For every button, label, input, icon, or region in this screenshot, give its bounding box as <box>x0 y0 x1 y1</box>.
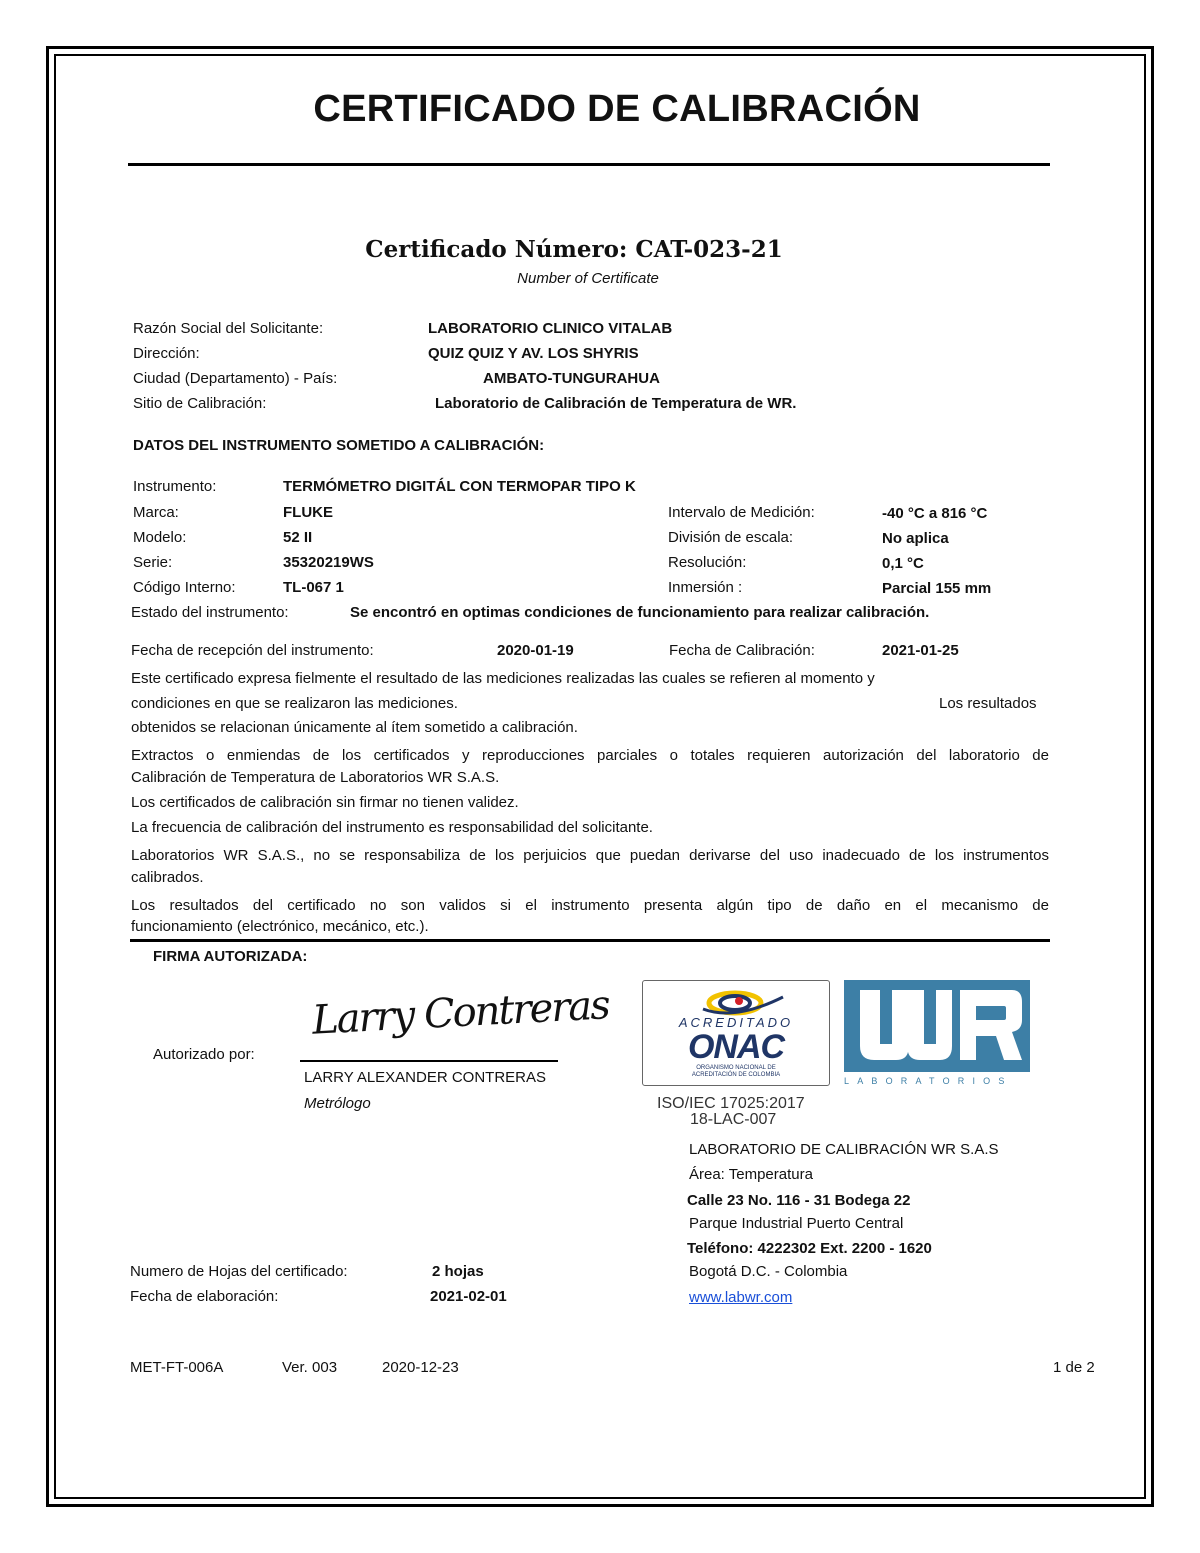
ciudad-value: AMBATO-TUNGURAHUA <box>483 370 660 387</box>
form-code: MET-FT-006A <box>130 1359 224 1376</box>
ciudad-label: Ciudad (Departamento) - País: <box>133 370 338 387</box>
note-3: Los certificados de calibración sin firmar no tienen validez. <box>131 794 519 811</box>
lab-address: Calle 23 No. 116 - 31 Bodega 22 <box>687 1192 911 1209</box>
onac-logo <box>642 980 830 1086</box>
page-number: 1 de 2 <box>1053 1359 1095 1376</box>
modelo-value: 52 II <box>283 529 313 546</box>
resolucion-value: 0,1 °C <box>882 555 924 572</box>
certificate-number: Certificado Número: CAT-023-21 <box>365 236 783 263</box>
title-rule <box>128 163 1050 166</box>
wr-laboratorios-text: LABORATORIOS <box>844 1076 1013 1086</box>
razon-social-value: LABORATORIO CLINICO VITALAB <box>428 320 673 337</box>
note-4: La frecuencia de calibración del instrumento es responsabilidad del solicitante. <box>131 819 653 836</box>
iso-standard: ISO/IEC 17025:2017 <box>657 1095 805 1112</box>
note-5-line-2: calibrados. <box>131 869 204 886</box>
marca-value: FLUKE <box>283 504 333 521</box>
note-6-line-2: funcionamiento (electrónico, mecánico, etc.). <box>131 918 429 935</box>
note-1-line-1: Este certificado expresa fielmente el resultado de las mediciones realizadas las cuales se refieren al momento y <box>131 670 875 687</box>
intervalo-label: Intervalo de Medición: <box>668 504 815 521</box>
lab-area: Área: Temperatura <box>689 1166 813 1183</box>
lab-park: Parque Industrial Puerto Central <box>689 1215 904 1232</box>
form-date: 2020-12-23 <box>382 1359 459 1376</box>
note-6-line-1: Los resultados del certificado no son validos si el instrumento presenta algún tipo de daño en el mecanismo de <box>131 897 1049 914</box>
codigo-label: Código Interno: <box>133 579 236 596</box>
division-value: No aplica <box>882 530 949 547</box>
direccion-label: Dirección: <box>133 345 200 362</box>
lab-website-link[interactable]: www.labwr.com <box>689 1289 793 1306</box>
lab-city: Bogotá D.C. - Colombia <box>689 1263 848 1280</box>
certificate-number-subtitle: Number of Certificate <box>517 270 659 287</box>
serie-value: 35320219WS <box>283 554 374 571</box>
note-2-line-1: Extractos o enmiendas de los certificados y reproducciones parciales o totales requieren autorización del laboratorio de <box>131 747 1049 764</box>
modelo-label: Modelo: <box>133 529 187 546</box>
hojas-label: Numero de Hojas del certificado: <box>130 1263 348 1280</box>
instrumento-label: Instrumento: <box>133 478 217 495</box>
direccion-value: QUIZ QUIZ Y AV. LOS SHYRIS <box>428 345 639 362</box>
intervalo-value: -40 °C a 816 °C <box>882 505 988 522</box>
calibracion-value: 2021-01-25 <box>882 642 959 659</box>
estado-value: Se encontró en optimas condiciones de funcionamiento para realizar calibración. <box>350 604 930 621</box>
resolucion-label: Resolución: <box>668 554 747 571</box>
lab-name: LABORATORIO DE CALIBRACIÓN WR S.A.S <box>689 1141 999 1158</box>
inmersion-label: Inmersión : <box>668 579 743 596</box>
estado-label: Estado del instrumento: <box>131 604 289 621</box>
codigo-value: TL-067 1 <box>283 579 344 596</box>
note-1-line-2-end: Los resultados <box>939 695 1037 712</box>
autorizado-label: Autorizado por: <box>153 1046 255 1063</box>
inmersion-value: Parcial 155 mm <box>882 580 992 597</box>
elaboracion-value: 2021-02-01 <box>430 1288 507 1305</box>
signer-role: Metrólogo <box>304 1095 371 1112</box>
note-2-line-2: Calibración de Temperatura de Laboratorios WR S.A.S. <box>131 769 500 786</box>
signature-rule <box>130 939 1050 942</box>
recepcion-label: Fecha de recepción del instrumento: <box>131 642 374 659</box>
signer-name: LARRY ALEXANDER CONTRERAS <box>304 1069 547 1086</box>
onac-name: ONAC <box>687 1028 785 1066</box>
form-version: Ver. 003 <box>282 1359 338 1376</box>
note-1-line-2: condiciones en que se realizaron las mediciones. <box>131 695 458 712</box>
elaboracion-label: Fecha de elaboración: <box>130 1288 279 1305</box>
note-5-line-1: Laboratorios WR S.A.S., no se responsabiliza de los perjuicios que puedan derivarse del uso inadecuado de los instrumentos <box>131 847 1049 864</box>
lab-phone: Teléfono: 4222302 Ext. 2200 - 1620 <box>687 1240 932 1257</box>
accreditation-code: 18-LAC-007 <box>690 1111 777 1128</box>
razon-social-label: Razón Social del Solicitante: <box>133 320 324 337</box>
calibracion-label: Fecha de Calibración: <box>669 642 815 659</box>
recepcion-value: 2020-01-19 <box>497 642 574 659</box>
onac-acreditado: ACREDITADO <box>678 1015 794 1030</box>
hojas-value: 2 hojas <box>432 1263 484 1280</box>
note-1-line-3: obtenidos se relacionan únicamente al ítem sometido a calibración. <box>131 719 578 736</box>
signature-line <box>300 1060 558 1062</box>
page-title: CERTIFICADO DE CALIBRACIÓN <box>313 88 921 130</box>
wr-letters-icon <box>844 980 1030 1072</box>
signature-section-title: FIRMA AUTORIZADA: <box>153 948 308 965</box>
wr-logo <box>844 980 1030 1072</box>
onac-sub-1: ORGANISMO NACIONAL DE <box>696 1065 776 1071</box>
sitio-label: Sitio de Calibración: <box>133 395 267 412</box>
instrument-section-title: DATOS DEL INSTRUMENTO SOMETIDO A CALIBRACIÓN: <box>133 437 545 454</box>
division-label: División de escala: <box>668 529 794 546</box>
sitio-value: Laboratorio de Calibración de Temperatura de WR. <box>435 395 797 412</box>
onac-sub-2: ACREDITACIÓN DE COLOMBIA <box>691 1072 781 1078</box>
instrumento-value: TERMÓMETRO DIGITÁL CON TERMOPAR TIPO K <box>283 478 636 495</box>
handwritten-signature: Larry Contreras <box>310 982 610 1044</box>
serie-label: Serie: <box>133 554 173 571</box>
marca-label: Marca: <box>133 504 179 521</box>
